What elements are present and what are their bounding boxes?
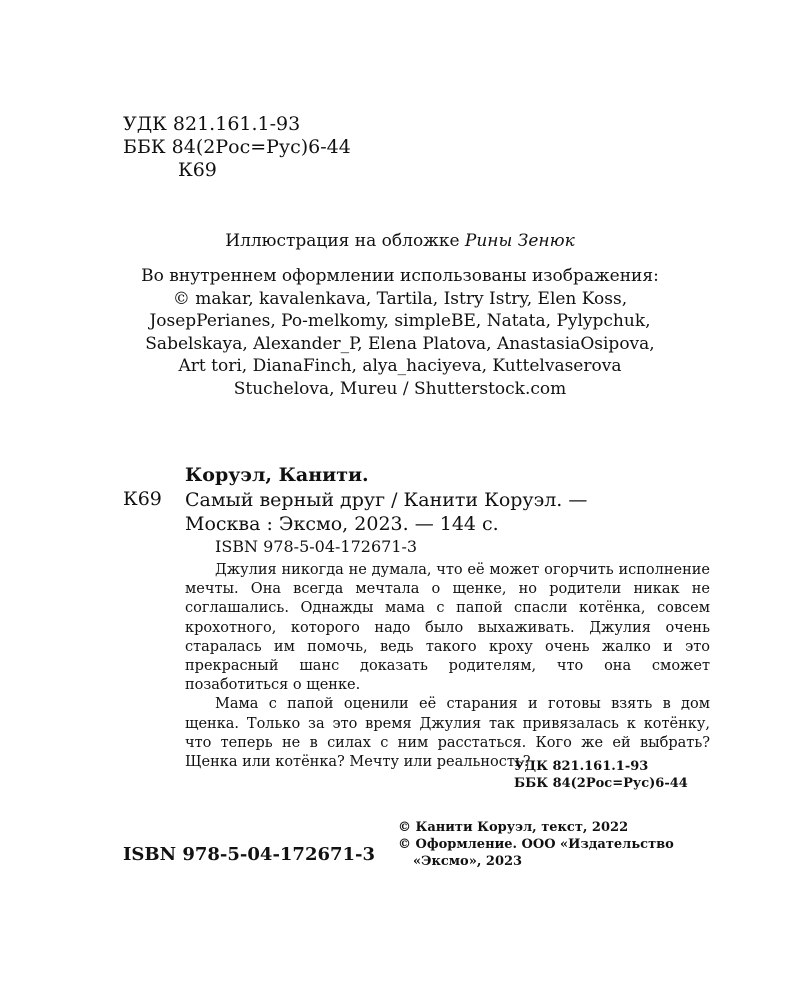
catalog-title-line: Самый верный друг / Канити Коруэл. — [185, 489, 588, 511]
image-credits [0, 265, 800, 400]
bbk-code: ББК 84(2Рос=Рус)6-44 [123, 136, 351, 158]
udk-code-bottom: УДК 821.161.1-93 [514, 759, 649, 774]
author-mark: К69 [178, 159, 217, 181]
book-annotation [185, 561, 710, 772]
credits-line: © makar, kavalenkava, Tartila, Istry Istry, Elen Koss, [172, 288, 628, 309]
annotation-paragraph: Джулия никогда не думала, что её может огорчить исполнение мечты. Она всегда мечтала о щенке, но родители никак не соглашались. Однажды мама с папой спасли котёнка, совсем крохотного, которого надо было выхаживать. Джулия очень старалась им помочь, ведь такого кроху очень жалко и это прекрасный шанс доказать родителям, что она сможет позаботиться о щенке. [185, 562, 710, 694]
copyright-design: © Оформление. ООО «Издательство [398, 837, 674, 852]
copyright-block [398, 819, 674, 870]
catalog-publisher-line: Москва : Эксмо, 2023. — 144 с. [185, 513, 499, 535]
copyright-design-cont: «Эксмо», 2023 [413, 854, 523, 869]
catalog-isbn: ISBN 978-5-04-172671-3 [215, 537, 418, 556]
catalog-title-block [185, 488, 587, 536]
bottom-classification-codes [514, 758, 688, 792]
catalog-author: Коруэл, Канити. [185, 464, 369, 486]
credits-line: Stuchelova, Mureu / Shutterstock.com [233, 378, 567, 399]
credits-line: Во внутреннем оформлении использованы изображения: [141, 266, 659, 286]
credits-line: JosepPerianes, Po-melkomy, simpleBE, Natata, Pylypchuk, [149, 311, 651, 331]
top-classification-codes [123, 113, 351, 182]
illustration-artist: Рины Зенюк [464, 231, 575, 251]
udk-code: УДК 821.161.1-93 [123, 113, 301, 135]
credits-line: Art tori, DianaFinch, alya_haciyeva, Kuttelvaserova [178, 356, 622, 376]
cover-illustration-credit [0, 231, 800, 251]
bbk-code-bottom: ББК 84(2Рос=Рус)6-44 [514, 776, 688, 791]
credits-line: Sabelskaya, Alexander_P, Elena Platova, AnastasiaOsipova, [145, 333, 655, 354]
annotation-paragraph: Мама с папой оценили её старания и готовы взять в дом щенка. Только за это время Джулия так привязалась к котёнку, что теперь не в силах с ним расстаться. Кого же ей выбрать? Щенка или котёнка? Мечту или реальность? [185, 696, 710, 771]
isbn-large: ISBN 978-5-04-172671-3 [123, 844, 376, 865]
copyright-text: © Канити Коруэл, текст, 2022 [398, 820, 629, 835]
illustration-prefix: Иллюстрация на обложке [225, 231, 465, 251]
catalog-author-mark: К69 [123, 488, 162, 510]
